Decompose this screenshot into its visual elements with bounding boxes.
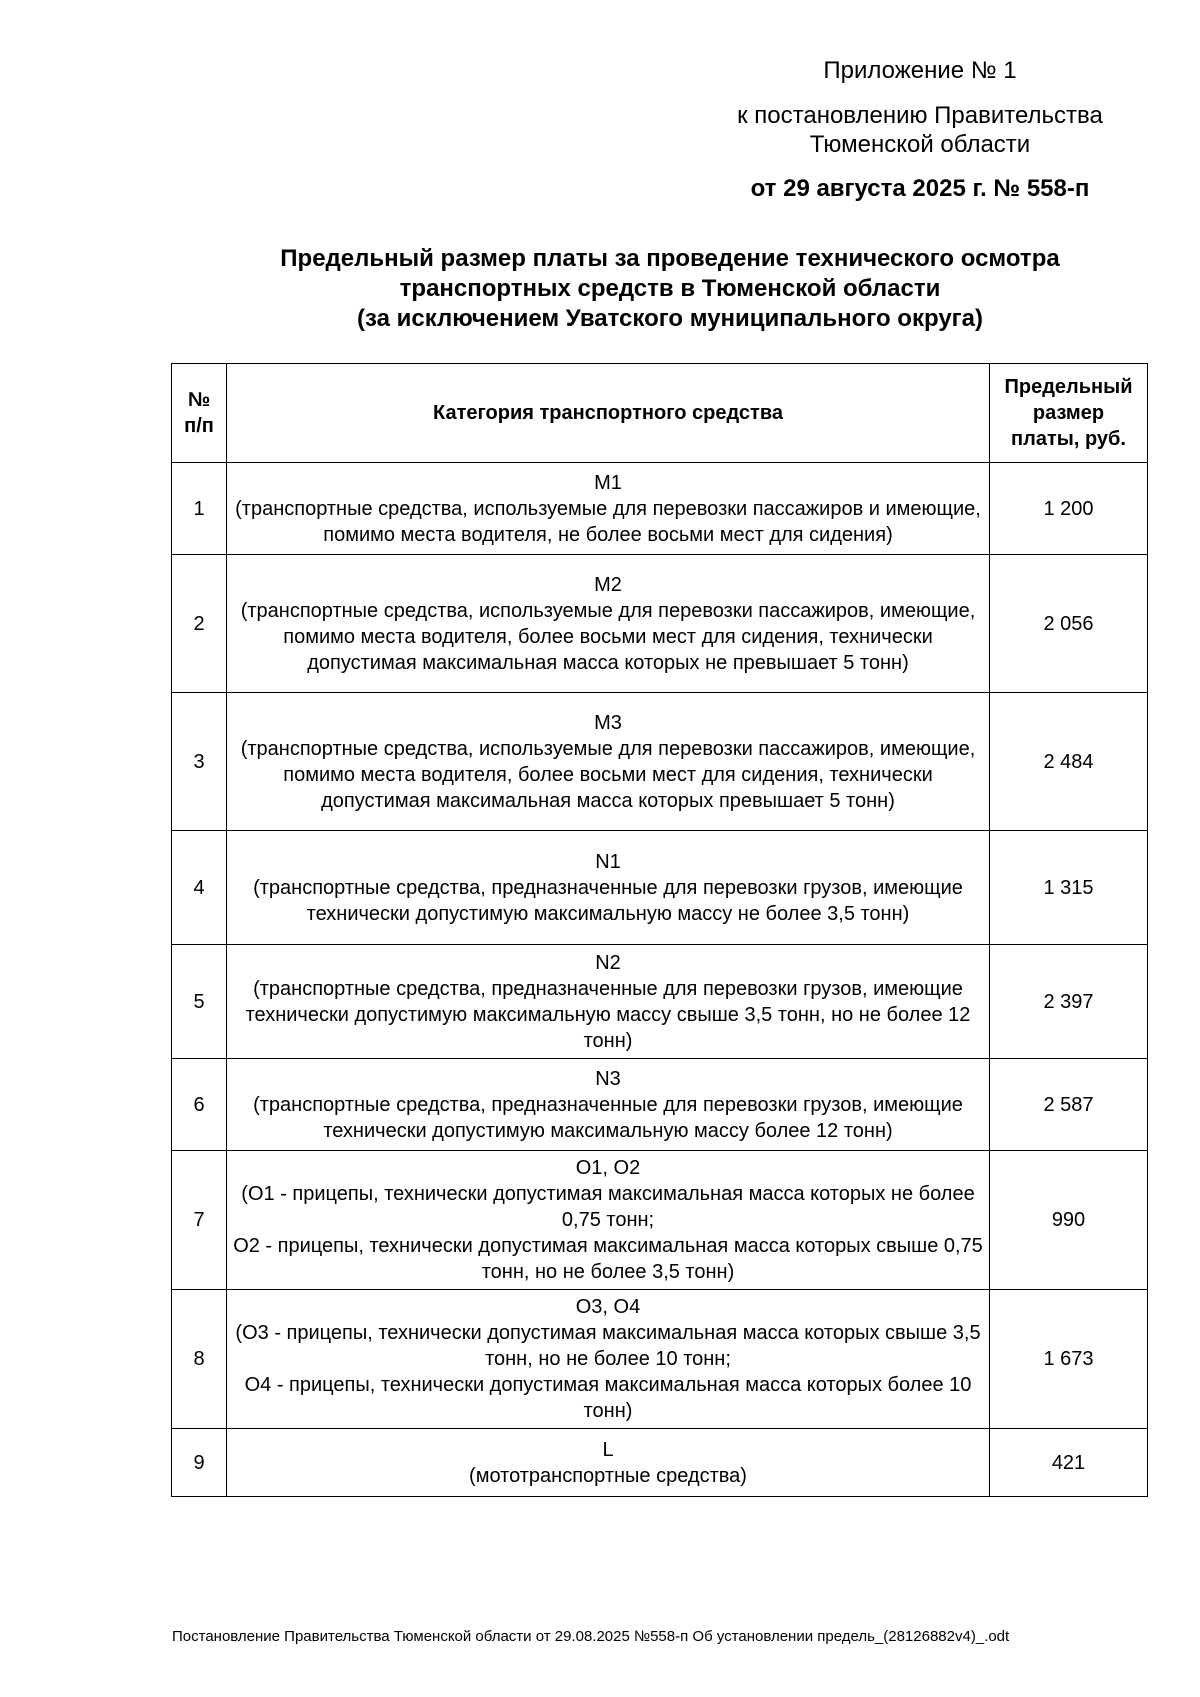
header-num: № п/п <box>172 364 227 463</box>
row-num: 7 <box>172 1151 227 1290</box>
title-line-2: транспортных средств в Тюменской области <box>399 275 941 302</box>
header-fee: Предельный размер платы, руб. <box>990 364 1148 463</box>
row-fee: 2 587 <box>990 1059 1148 1151</box>
table-header-row <box>172 364 1148 463</box>
row-category <box>227 555 990 693</box>
category-code: L <box>602 1438 614 1461</box>
table-row <box>172 555 1148 693</box>
table-row <box>172 1059 1148 1151</box>
row-category <box>227 463 990 555</box>
row-fee: 2 484 <box>990 693 1148 831</box>
appendix-header <box>690 56 1150 203</box>
row-fee: 2 397 <box>990 945 1148 1059</box>
category-code: M2 <box>594 573 622 596</box>
decree-reference-line2: Тюменской области <box>809 131 1031 158</box>
row-category <box>227 693 990 831</box>
row-fee: 2 056 <box>990 555 1148 693</box>
category-description: (O3 - прицепы, технически допустимая максимальная масса которых свыше 3,5 тонн, но не более 10 тонн; <box>235 1322 981 1370</box>
category-description: (транспортные средства, предназначенные для перевозки грузов, имеющие технически допустимую максимальную массу свыше 3,5 тонн, но не более 12 тонн) <box>245 977 971 1052</box>
category-description: (транспортные средства, предназначенные для перевозки грузов, имеющие технически допустимую максимальную массу более 12 тонн) <box>253 1093 963 1142</box>
table-row <box>172 1429 1148 1497</box>
category-code: N1 <box>595 850 621 873</box>
category-description: (транспортные средства, предназначенные для перевозки грузов, имеющие технически допустимую максимальную массу не более 3,5 тонн) <box>253 876 963 925</box>
row-num: 3 <box>172 693 227 831</box>
category-description: (транспортные средства, используемые для перевозки пассажиров, имеющие, помимо места водителя, более восьми мест для сидения, технически допустимая максимальная масса которых не превышает 5 тонн) <box>240 599 976 674</box>
row-num: 8 <box>172 1290 227 1429</box>
table-row <box>172 463 1148 555</box>
table-row <box>172 1290 1148 1429</box>
row-fee: 1 315 <box>990 831 1148 945</box>
category-code: N2 <box>595 951 621 974</box>
category-description: (O1 - прицепы, технически допустимая максимальная масса которых не более 0,75 тонн; <box>241 1183 975 1231</box>
table-row <box>172 831 1148 945</box>
table-row <box>172 1151 1148 1290</box>
document-footer: Постановление Правительства Тюменской области от 29.08.2025 №558-п Об установлении предель_(28126882v4)_.odt <box>172 1628 1010 1645</box>
category-description: (транспортные средства, используемые для перевозки пассажиров и имеющие, помимо места водителя, не более восьми мест для сидения) <box>235 497 981 546</box>
category-description: (мототранспортные средства) <box>469 1464 747 1487</box>
row-category <box>227 1290 990 1429</box>
table-row <box>172 693 1148 831</box>
title-line-3: (за исключением Уватского муниципального округа) <box>356 305 984 332</box>
row-category <box>227 1429 990 1497</box>
row-category <box>227 1059 990 1151</box>
row-num: 5 <box>172 945 227 1059</box>
decree-date: от 29 августа 2025 г. № 558-п <box>750 175 1090 202</box>
header-category: Категория транспортного средства <box>227 364 990 463</box>
row-num: 2 <box>172 555 227 693</box>
category-code: N3 <box>595 1067 621 1090</box>
decree-reference-line1: к постановлению Правительства <box>737 102 1103 129</box>
row-fee: 990 <box>990 1151 1148 1290</box>
row-fee: 1 673 <box>990 1290 1148 1429</box>
row-num: 1 <box>172 463 227 555</box>
category-description: (транспортные средства, используемые для перевозки пассажиров, имеющие, помимо места водителя, более восьми мест для сидения, технически допустимая максимальная масса которых превышает 5 тонн) <box>240 737 976 812</box>
category-code: M1 <box>594 471 622 494</box>
row-num: 4 <box>172 831 227 945</box>
row-fee: 1 200 <box>990 463 1148 555</box>
row-fee: 421 <box>990 1429 1148 1497</box>
row-category <box>227 831 990 945</box>
category-description-2: O2 - прицепы, технически допустимая максимальная масса которых свыше 0,75 тонн, но не более 3,5 тонн) <box>233 1235 983 1283</box>
row-category <box>227 1151 990 1290</box>
fee-table <box>171 363 1148 1497</box>
category-code: O1, O2 <box>575 1157 641 1179</box>
title-line-1: Предельный размер платы за проведение технического осмотра <box>280 245 1060 272</box>
category-description-2: O4 - прицепы, технически допустимая максимальная масса которых более 10 тонн) <box>244 1374 972 1422</box>
category-code: M3 <box>594 711 622 734</box>
category-code: O3, O4 <box>575 1296 641 1318</box>
appendix-number: Приложение № 1 <box>823 57 1017 84</box>
table-row <box>172 945 1148 1059</box>
row-num: 9 <box>172 1429 227 1497</box>
document-title <box>170 244 1170 334</box>
row-num: 6 <box>172 1059 227 1151</box>
row-category <box>227 945 990 1059</box>
